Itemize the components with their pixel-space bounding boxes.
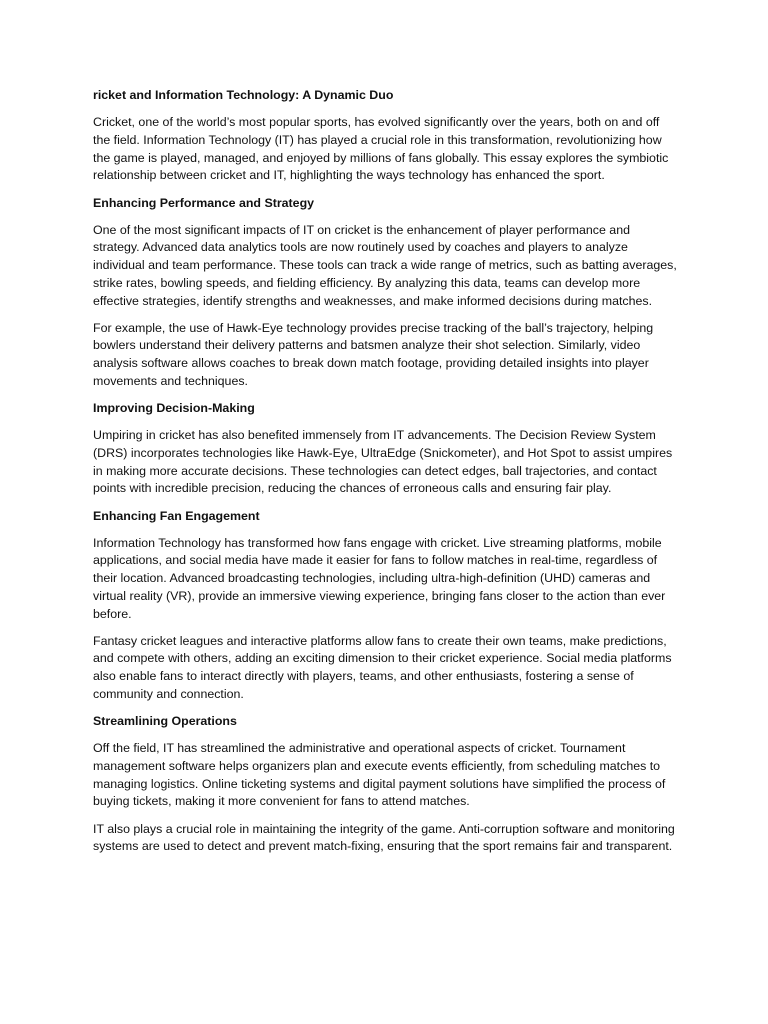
document-page — [93, 87, 678, 866]
paragraph: Off the field, IT has streamlined the administrative and operational aspects of cricket. Tournament management software helps organizers plan and execute events efficiently, from scheduling matches to managing logistics. Online ticketing systems and digital payment solutions have simplified the process of buying tickets, making it more convenient for fans to attend matches. — [93, 741, 666, 809]
paragraph: Umpiring in cricket has also benefited immensely from IT advancements. The Decision Review System (DRS) incorporates technologies like Hawk-Eye, UltraEdge (Snickometer), and Hot Spot to assist umpires in making more accurate decisions. These technologies can detect edges, ball trajectories, and contact points with incredible precision, reducing the chances of erroneous calls and ensuring fair play. — [93, 428, 673, 496]
intro-paragraph: Cricket, one of the world’s most popular sports, has evolved significantly over the years, both on and off the field. Information Technology (IT) has played a crucial role in this transformation, revolutionizing how the game is played, managed, and enjoyed by millions of fans globally. This essay explores the symbiotic relationship between cricket and IT, highlighting the ways technology has enhanced the sport. — [93, 115, 669, 183]
document-title: ricket and Information Technology: A Dynamic Duo — [93, 88, 394, 102]
paragraph: Information Technology has transformed how fans engage with cricket. Live streaming platforms, mobile applications, and social media have made it easier for fans to follow matches in real-time, regardless of their location. Advanced broadcasting technologies, including ultra-high-definition (UHD) cameras and virtual reality (VR), provide an immersive viewing experience, bringing fans closer to the action than ever before. — [93, 535, 666, 621]
section-heading-decision-making: Improving Decision-Making — [93, 401, 255, 416]
section-heading-operations: Streamlining Operations — [93, 714, 237, 729]
paragraph: For example, the use of Hawk-Eye technology provides precise tracking of the ball’s trajectory, helping bowlers understand their delivery patterns and batsmen analyze their shot selection. Similarly, video analysis software allows coaches to break down match footage, providing detailed insights into player movements and techniques. — [93, 320, 654, 388]
section-heading-performance: Enhancing Performance and Strategy — [93, 195, 315, 210]
paragraph: One of the most significant impacts of IT on cricket is the enhancement of player performance and strategy. Advanced data analytics tools are now routinely used by coaches and players to analyze individual and team performance. These tools can track a wide range of metrics, such as batting averages, strike rates, bowling speeds, and fielding efficiency. By analyzing this data, teams can develop more effective strategies, identify strengths and weaknesses, and make informed decisions during matches. — [93, 222, 677, 308]
paragraph: IT also plays a crucial role in maintaining the integrity of the game. Anti-corruption software and monitoring systems are used to detect and prevent match-fixing, ensuring that the sport remains fair and transparent. — [93, 821, 675, 854]
section-heading-fan-engagement: Enhancing Fan Engagement — [93, 508, 260, 523]
paragraph: Fantasy cricket leagues and interactive platforms allow fans to create their own teams, make predictions, and compete with others, adding an exciting dimension to their cricket experience. Social media platforms also enable fans to interact directly with players, teams, and other enthusiasts, fostering a sense of community and connection. — [93, 633, 672, 701]
